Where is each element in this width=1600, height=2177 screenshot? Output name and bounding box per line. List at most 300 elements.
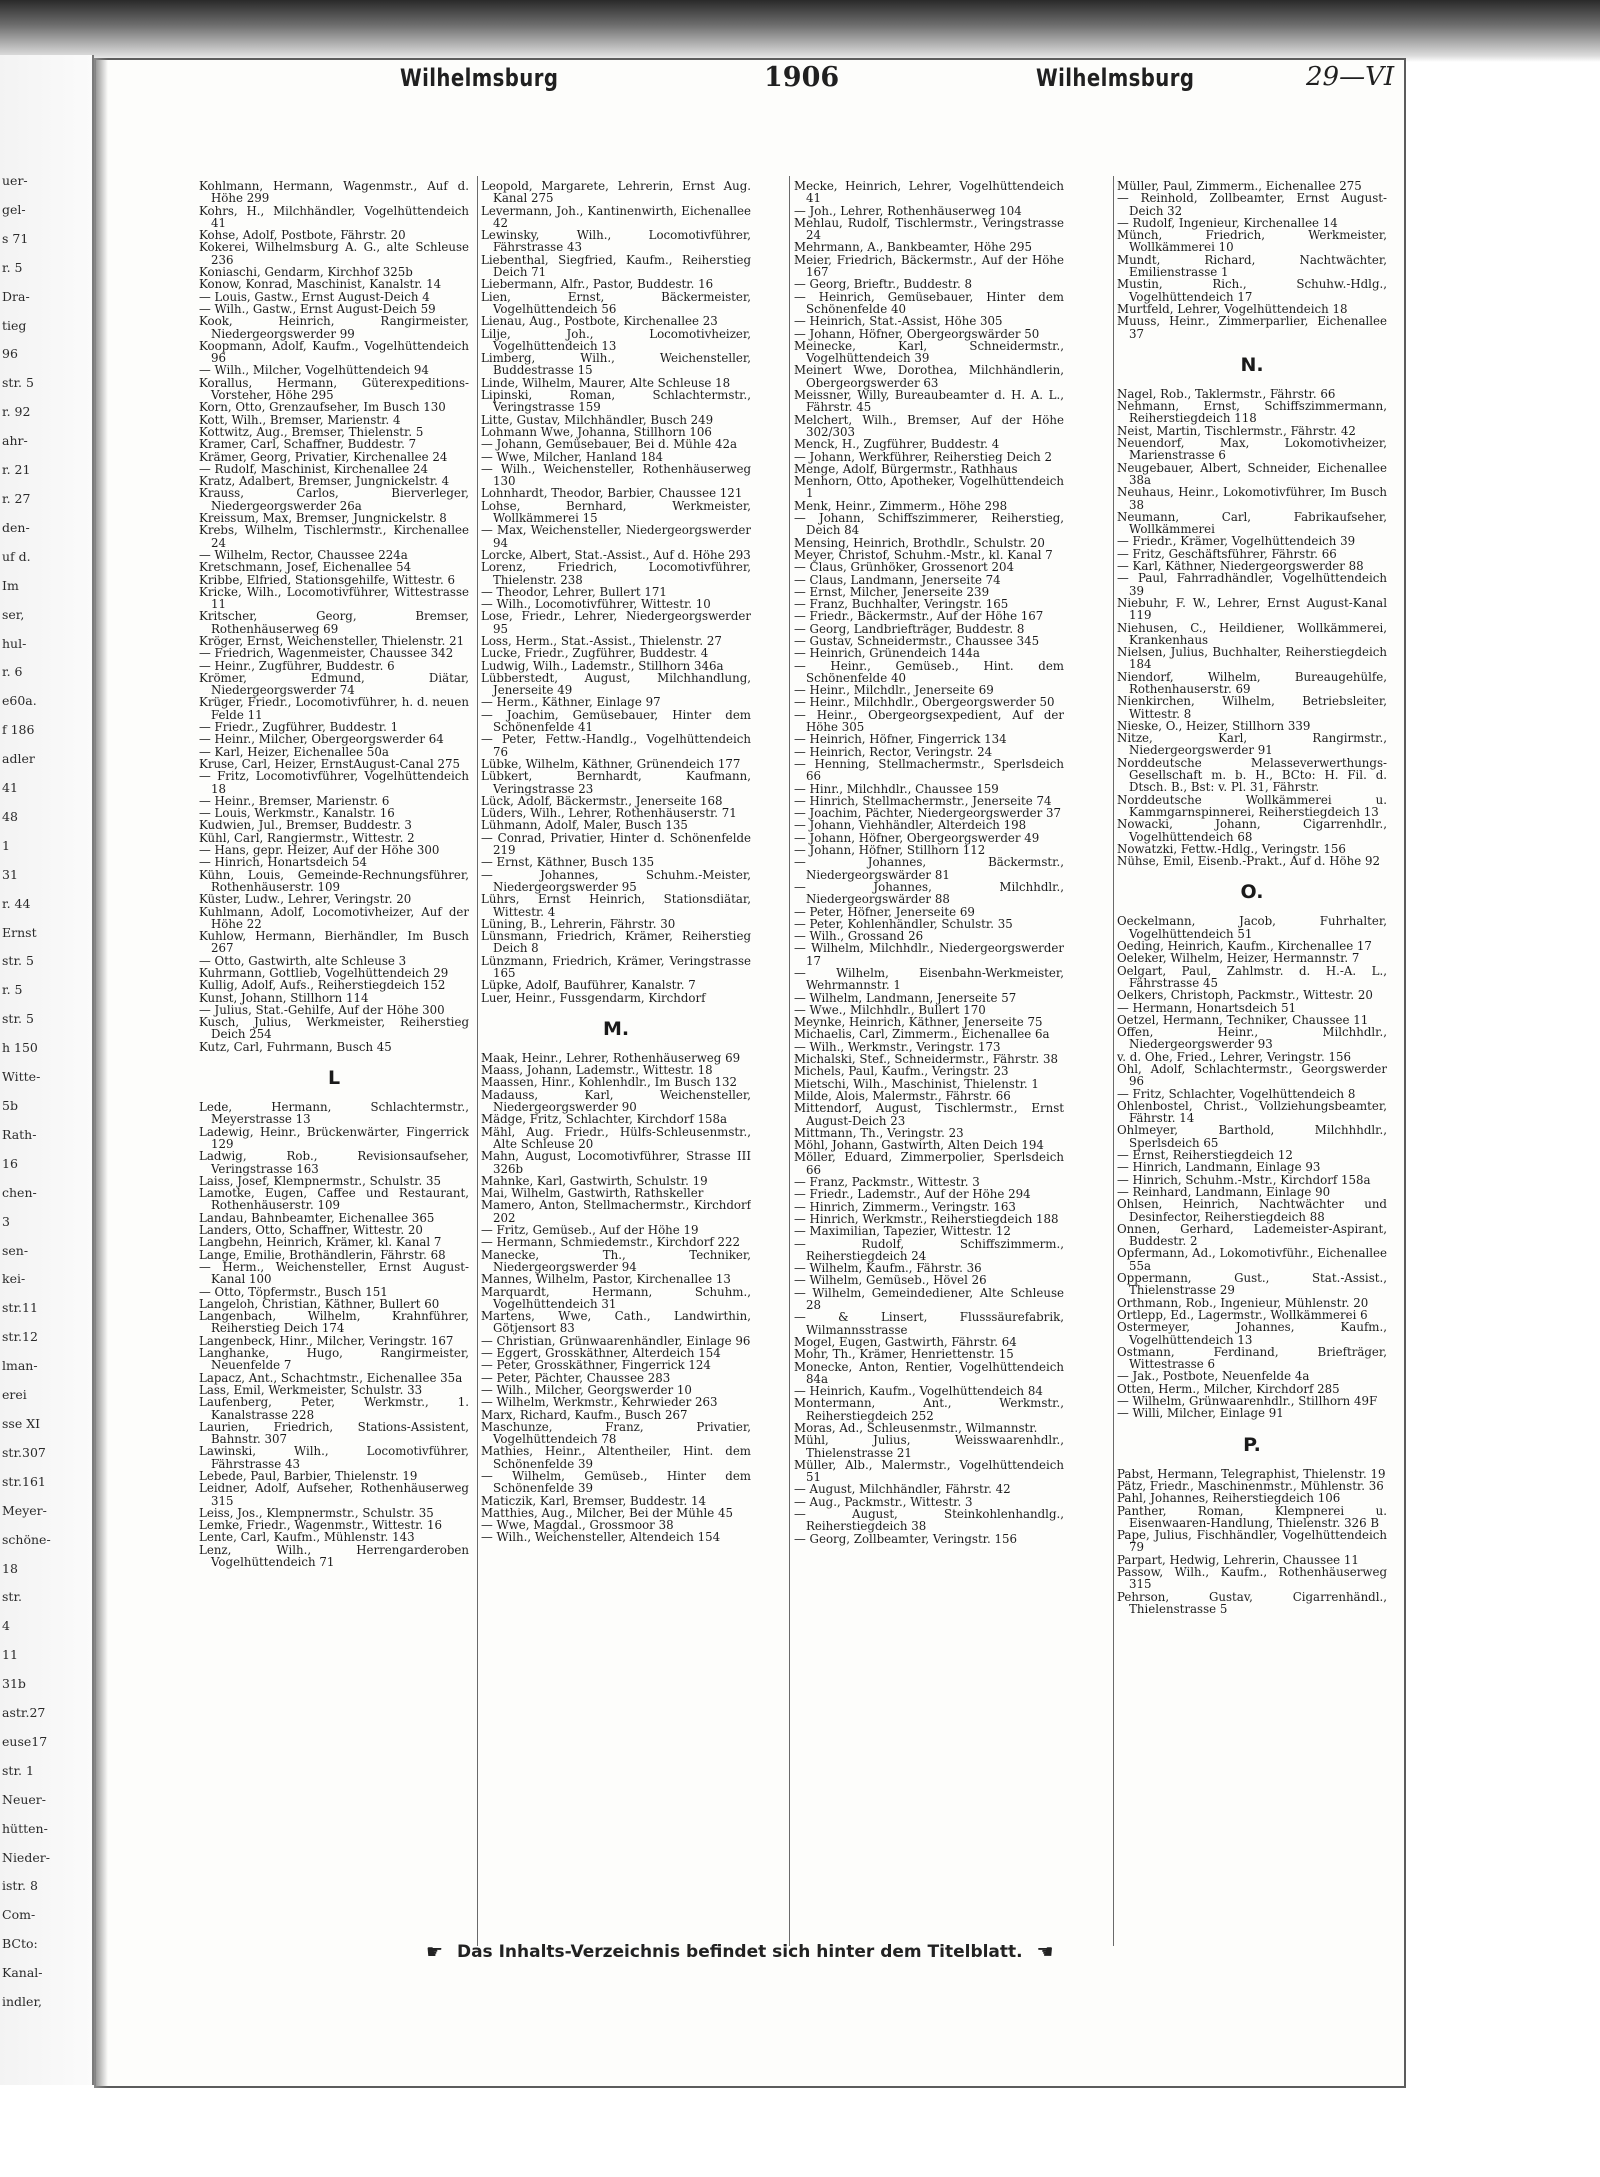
directory-entry: — Hinrich, Honartsdeich 54 [199, 855, 368, 870]
directory-entry: — Aug., Packmstr., Wittestr. 3 [794, 1494, 973, 1509]
left-page-fragment: r. 27 [2, 490, 31, 506]
directory-entry: — Heinr., Milchhdlr., Obergeorgswerder 50 [794, 695, 1055, 710]
footer-note [418, 1941, 1218, 1971]
directory-entry: Lemke, Friedr., Wagenmstr., Wittestr. 16 [199, 1518, 442, 1533]
directory-entry: Müller, Alb., Malermstr., Vogelhüttendeich 51 [794, 1457, 1064, 1485]
left-page-fragment: str. 1 [2, 1762, 34, 1778]
directory-entry: Lawinski, Wilh., Locomotivführer, Fährstrasse 43 [199, 1444, 469, 1471]
header-page-number: 29—VI [1306, 62, 1395, 92]
left-page-fragment: kei- [2, 1271, 26, 1287]
left-page-fragment: hul- [2, 635, 27, 651]
directory-entry: — Heinr., Obergeorgsexpedient, Auf der Höhe 305 [794, 707, 1064, 735]
directory-entry: Montermann, Ant., Werkmstr., Reiherstiegdeich 252 [794, 1396, 1064, 1423]
directory-entry: — Franz, Packmstr., Wittestr. 3 [794, 1175, 980, 1190]
directory-entry: — Heinrich, Gemüsebauer, Hinter dem Schönenfelde 40 [794, 289, 1064, 316]
directory-entry: Kook, Heinrich, Rangirmeister, Niedergeorgswerder 99 [199, 314, 469, 341]
directory-entry: — Karl, Heizer, Eichenallee 50a [199, 744, 389, 759]
directory-entry: — Johannes, Milchhdlr., Niedergeorgswärder 88 [794, 879, 1064, 907]
directory-entry: Meinert Wwe, Dorothea, Milchhändlerin, Obergeorgswerder 63 [794, 363, 1064, 390]
left-page-fragment: euse17 [2, 1733, 48, 1749]
directory-entry: — Peter, Fettw.-Handlg., Vogelhüttendeich 76 [481, 732, 751, 759]
directory-entry: Nienkirchen, Wilhelm, Betriebsleiter, Wittestr. 8 [1117, 694, 1387, 721]
directory-entry: — Wilh., Weichensteller, Rothenhäuserweg 130 [481, 461, 751, 489]
column-divider [477, 176, 478, 1946]
directory-entry: — Max, Weichensteller, Niedergeorgswerder 94 [481, 523, 751, 550]
left-page-fragment: Dra- [2, 288, 30, 304]
directory-entry: — Johannes, Schuhm.-Meister, Niedergeorgswerder 95 [481, 867, 751, 894]
directory-entry: — Wilhelm, Rector, Chaussee 224a [199, 547, 408, 562]
directory-entry: — Rudolf, Maschinist, Kirchenallee 24 [199, 461, 429, 476]
left-page-fragment: r. 6 [2, 664, 23, 680]
directory-entry: Lübkert, Bernhardt, Kaufmann, Veringstrasse 23 [481, 769, 751, 796]
left-page-fragment: str.11 [2, 1300, 38, 1316]
left-page-fragment: sse XI [2, 1415, 41, 1431]
footer-text: Das Inhalts-Verzeichnis befindet sich hinter dem Titelblatt. [456, 1942, 1023, 1962]
directory-entry: Linde, Wilhelm, Maurer, Alte Schleuse 18 [481, 375, 731, 390]
directory-entry: Langbehn, Heinrich, Krämer, kl. Kanal 7 [199, 1235, 442, 1250]
left-page-fragment: ahr- [2, 433, 28, 449]
directory-entry: — Wilh., Grossand 26 [794, 929, 924, 944]
directory-entry: Maass, Johann, Lademstr., Wittestr. 18 [481, 1063, 713, 1078]
directory-entry: Nühse, Emil, Eisenb.-Prakt., Auf d. Höhe 92 [1117, 854, 1380, 869]
directory-entry: Krüger, Friedr., Locomotivführer, h. d. neuen Felde 11 [199, 695, 469, 722]
left-page-fragment: Neuer- [2, 1791, 46, 1807]
directory-entry: — Wilh., Weichensteller, Altendeich 154 [481, 1530, 721, 1545]
directory-entry: Lübke, Wilhelm, Käthner, Grünendeich 177 [481, 756, 741, 771]
directory-entry: Kröger, Ernst, Weichensteller, Thielenstr. 21 [199, 633, 465, 648]
directory-entry: Otten, Herm., Milcher, Kirchdorf 285 [1117, 1381, 1340, 1396]
directory-entry: Michalski, Stef., Schneidermstr., Fährstr. 38 [794, 1052, 1059, 1067]
directory-entry: Landers, Otto, Schaffner, Wittestr. 20 [199, 1223, 423, 1238]
directory-entry: Kühl, Carl, Rangiermstr., Wittestr. 2 [199, 830, 415, 845]
directory-entry: — Hans, gepr. Heizer, Auf der Höhe 300 [199, 843, 440, 858]
left-page-fragment: 18 [2, 1560, 18, 1576]
directory-entry: — Wilh., Werkmstr., Veringstr. 173 [794, 1039, 1001, 1054]
directory-entry: Kricke, Wilh., Locomotivführer, Wittestrasse 11 [199, 584, 469, 612]
directory-entry: — Reinhold, Zollbeamter, Ernst August-Deich 32 [1117, 191, 1387, 218]
left-page-fragment: 1 [2, 837, 10, 853]
directory-entry: — August, Steinkohlenhandlg., Reiherstiegdeich 38 [794, 1507, 1064, 1534]
directory-entry: Meynke, Heinrich, Käthner, Jenerseite 75 [794, 1015, 1043, 1030]
directory-entry: Nowacki, Johann, Cigarrenhdlr., Vogelhüttendeich 68 [1117, 817, 1387, 844]
directory-entry: Pabst, Hermann, Telegraphist, Thielenstr. 19 [1117, 1466, 1386, 1481]
directory-entry: — Joh., Lehrer, Rothenhäuserweg 104 [794, 203, 1022, 218]
directory-entry: Liebermann, Alfr., Pastor, Buddestr. 16 [481, 277, 714, 292]
directory-entry: — Heinr., Milcher, Obergeorgswerder 64 [199, 732, 444, 747]
directory-entry: Madauss, Karl, Weichensteller, Niedergeorgswerder 90 [481, 1087, 751, 1115]
left-page-fragment: tieg [2, 317, 27, 333]
directory-entry: — Heinrich, Grünendeich 144a [794, 646, 980, 661]
directory-entry: — Rudolf, Ingenieur, Kirchenallee 14 [1117, 215, 1338, 230]
directory-entry: Nehmann, Ernst, Schiffszimmermann, Reiherstiegdeich 118 [1117, 399, 1387, 426]
directory-entry: — Friedr., Bäckermstr., Auf der Höhe 167 [794, 609, 1044, 624]
directory-entry: Lührs, Ernst Heinrich, Stationsdiätar, Wittestr. 4 [481, 892, 751, 919]
directory-entry: Menk, Heinr., Zimmerm., Höhe 298 [794, 498, 1008, 513]
left-page-fragment: 5b [2, 1098, 18, 1113]
column-divider [1113, 176, 1114, 1946]
directory-entry: — Johann, Höfner, Obergeorgswärder 50 [794, 326, 1040, 341]
directory-entry: Kratz, Adalbert, Bremser, Jungnickelstr. 4 [199, 474, 450, 489]
left-page-fragment: str.307 [2, 1444, 46, 1460]
directory-entry: Marquardt, Hermann, Schuhm., Vogelhüttendeich 31 [481, 1284, 751, 1311]
section-letter: N. [1240, 353, 1264, 376]
directory-entry: Lünzmann, Friedrich, Krämer, Veringstrasse 165 [481, 953, 751, 980]
directory-entry: Konow, Konrad, Maschinist, Kanalstr. 14 [199, 277, 442, 292]
gutter-shadow [94, 58, 108, 2088]
directory-entry: — Heinrich, Rector, Veringstr. 24 [794, 744, 993, 759]
directory-entry: Menck, H., Zugführer, Buddestr. 4 [794, 437, 1000, 452]
directory-entry: Lapacz, Ant., Schachtmstr., Eichenallee 35a [199, 1370, 463, 1385]
left-page-fragment: lman- [2, 1358, 38, 1374]
directory-entry: — Wilhelm, Eisenbahn-Werkmeister, Wehrmannstr. 1 [794, 966, 1064, 993]
left-page-fragment: e60a. [2, 693, 37, 709]
left-page-fragment: 48 [2, 808, 18, 824]
directory-entry: Mietschi, Wilh., Maschinist, Thielenstr. 1 [794, 1076, 1039, 1091]
directory-entry: Luer, Heinr., Fussgendarm, Kirchdorf [481, 990, 706, 1005]
directory-entry: — Henning, Stellmachermstr., Sperlsdeich 66 [794, 756, 1064, 784]
directory-entry: — Wilh., Milcher, Vogelhüttendeich 94 [199, 363, 429, 378]
directory-entry: Martens, Wwe, Cath., Landwirthin, Götjensort 83 [481, 1309, 751, 1336]
left-page-fragment: Kanal- [2, 1965, 43, 1981]
directory-entry: Laiss, Josef, Klempnermstr., Schulstr. 35 [199, 1173, 441, 1188]
directory-entry: Kullig, Adolf, Aufs., Reiherstiegdeich 152 [199, 978, 446, 993]
directory-entry: Mannes, Wilhelm, Pastor, Kirchenallee 13 [481, 1272, 731, 1287]
directory-entry: Leopold, Margarete, Lehrerin, Ernst Aug. Kanal 275 [481, 180, 751, 206]
left-page-fragment: sen- [2, 1242, 29, 1258]
directory-entry: — Claus, Landmann, Jenerseite 74 [794, 572, 1001, 587]
directory-entry: Lühmann, Adolf, Maler, Busch 135 [481, 818, 688, 833]
directory-entry: — Friedr., Krämer, Vogelhüttendeich 39 [1117, 534, 1356, 549]
directory-entry: Kunst, Johann, Stillhorn 114 [199, 990, 369, 1005]
directory-entry: — Hinrich, Schuhm.-Mstr., Kirchdorf 158a [1117, 1172, 1371, 1187]
directory-entry: Pahl, Johannes, Reiherstiegdeich 106 [1117, 1491, 1341, 1506]
directory-entry: Küster, Ludw., Lehrer, Veringstr. 20 [199, 892, 412, 907]
directory-entry: v. d. Ohe, Fried., Lehrer, Veringstr. 156 [1117, 1049, 1351, 1064]
directory-entry: Krebs, Wilhelm, Tischlermstr., Kirchenallee 24 [199, 523, 469, 550]
directory-entry: Kruse, Carl, Heizer, ErnstAugust-Canal 275 [199, 756, 461, 771]
left-page-fragment: 31 [2, 866, 18, 882]
directory-entry: Opfermann, Ad., Lokomotivführ., Eichenallee 55a [1117, 1246, 1387, 1273]
directory-entry: Koopmann, Adolf, Kaufm., Vogelhüttendeich 96 [199, 338, 469, 366]
directory-entry: Neugebauer, Albert, Schneider, Eichenallee 38a [1117, 460, 1387, 487]
directory-entry: Lose, Friedr., Lehrer, Niedergeorgswerder 95 [481, 609, 751, 636]
directory-entry: — Peter, Grosskäthner, Fingerrick 124 [481, 1358, 711, 1373]
directory-entry: — Heinr., Zugführer, Buddestr. 6 [199, 658, 395, 673]
column-divider [789, 176, 790, 1946]
directory-entry: Landau, Bahnbeamter, Eichenallee 365 [199, 1210, 435, 1225]
directory-entry: — Georg, Landbriefträger, Buddestr. 8 [794, 621, 1025, 636]
directory-entry: Kohlmann, Hermann, Wagenmstr., Auf d. Höhe 299 [199, 180, 469, 206]
directory-entry: — Theodor, Lehrer, Bullert 171 [481, 584, 667, 599]
directory-entry: Mahn, August, Locomotivführer, Strasse III 326b [481, 1149, 751, 1176]
left-page-fragment: ser, [2, 606, 25, 622]
directory-entry: Lien, Ernst, Bäckermeister, Vogelhüttendeich 56 [481, 289, 751, 316]
directory-entry: Lohnhardt, Theodor, Barbier, Chaussee 121 [481, 486, 743, 501]
directory-entry: — Christian, Grünwaarenhändler, Einlage 96 [481, 1333, 751, 1348]
directory-entry: — Heinr., Gemüseb., Hint. dem Schönenfelde 40 [794, 658, 1064, 685]
directory-entry: — Heinrich, Höfner, Fingerrick 134 [794, 732, 1007, 747]
directory-entry: — Heinr., Milchdlr., Jenerseite 69 [794, 683, 994, 698]
left-page-fragment: uf d. [2, 548, 31, 564]
directory-entry: Langhanke, Hugo, Rangirmeister, Neuenfelde 7 [199, 1346, 469, 1373]
pointing-hand-icon: ☚ [1036, 1941, 1054, 1963]
directory-entry: Laurien, Friedrich, Stations-Assistent, Bahnstr. 307 [199, 1419, 469, 1447]
directory-entry: Laufenberg, Peter, Werkmstr., 1. Kanalstrasse 228 [199, 1395, 469, 1422]
left-page-fragment: istr. 8 [2, 1878, 38, 1894]
column-2 [481, 180, 751, 1980]
directory-entry: — Johann, Höfner, Obergeorgswerder 49 [794, 830, 1040, 845]
column-1 [199, 180, 469, 1980]
left-page-fragment: r. 5 [2, 259, 23, 275]
left-page-fragment: Com- [2, 1907, 36, 1923]
directory-entry: Oeleker, Wilhelm, Heizer, Hermannstr. 7 [1117, 951, 1360, 966]
directory-entry: — Wilhelm, Gemüseb., Hövel 26 [794, 1273, 987, 1288]
directory-entry: Mohr, Th., Krämer, Henriettenstr. 15 [794, 1347, 1014, 1362]
left-page-fragment: hütten- [2, 1820, 48, 1836]
directory-entry: — Ernst, Reiherstiegdeich 12 [1117, 1148, 1293, 1163]
directory-entry: — Hermann, Honartsdeich 51 [1117, 1000, 1297, 1015]
directory-entry: Lorcke, Albert, Stat.-Assist., Auf d. Höhe 293 [481, 547, 751, 562]
directory-entry: Neuhaus, Heinr., Lokomotivführer, Im Busch 38 [1117, 485, 1387, 512]
directory-entry: — Fritz, Gemüseb., Auf der Höhe 19 [481, 1223, 699, 1238]
section-letter: L [327, 1067, 341, 1090]
left-page-fragment: adler [2, 751, 35, 767]
directory-entry: Lange, Emilie, Brothändlerin, Fährstr. 68 [199, 1247, 446, 1262]
directory-entry: Pehrson, Gustav, Cigarrenhändl., Thielenstrasse 5 [1117, 1589, 1387, 1616]
directory-entry: — Wilh., Gastw., Ernst August-Deich 59 [199, 301, 436, 316]
directory-entry: — Karl, Käthner, Niedergeorgswerder 88 [1117, 559, 1364, 574]
directory-entry: — Johann, Schiffszimmerer, Reiherstieg, Deich 84 [794, 511, 1064, 538]
directory-entry: Melchert, Wilh., Bremser, Auf der Höhe 302/303 [794, 412, 1064, 439]
directory-entry: Loss, Herm., Stat.-Assist., Thielenstr. 27 [481, 633, 722, 648]
directory-entry: Limberg, Wilh., Weichensteller, Buddestrasse 15 [481, 351, 751, 378]
directory-entry: Kott, Wilh., Bremser, Marienstr. 4 [199, 412, 401, 427]
directory-entry: — Friedrich, Wagenmeister, Chaussee 342 [199, 646, 454, 661]
header-right-title: Wilhelmsburg [1036, 64, 1195, 92]
directory-entry: — Claus, Grünhöker, Grossenort 204 [794, 560, 1015, 575]
directory-entry: Mittmann, Th., Veringstr. 23 [794, 1125, 964, 1140]
directory-entry: Meyer, Christof, Schuhm.-Mstr., kl. Kanal 7 [794, 547, 1053, 562]
directory-entry: — Johann, Werkführer, Reiherstieg Deich 2 [794, 449, 1053, 464]
directory-entry: Menhorn, Otto, Apotheker, Vogelhüttendeich 1 [794, 474, 1064, 501]
directory-entry: Oelkers, Christoph, Packmstr., Wittestr. 20 [1117, 988, 1373, 1003]
directory-entry: Nowatzki, Fettw.-Hdlg., Veringstr. 156 [1117, 841, 1346, 856]
directory-entry: Ohlmeyer, Barthold, Milchhhdlr., Sperlsdeich 65 [1117, 1123, 1387, 1150]
running-header [0, 64, 1600, 104]
directory-entry: — Wilh., Locomotivführer, Wittestr. 10 [481, 597, 711, 612]
left-page-fragment: str.12 [2, 1329, 38, 1345]
directory-entry: Mähl, Aug. Friedr., Hülfs-Schleusenmstr., Alte Schleuse 20 [481, 1124, 751, 1151]
directory-entry: — Wilhelm, Gemüseb., Hinter dem Schönenfelde 39 [481, 1468, 751, 1496]
directory-entry: — Conrad, Privatier, Hinter d. Schönenfelde 219 [481, 830, 751, 858]
directory-entry: Neumann, Carl, Fabrikaufseher, Wollkämmerei [1117, 509, 1387, 537]
directory-entry: Litte, Gustav, Milchhändler, Busch 249 [481, 412, 714, 427]
directory-entry: Lüning, B., Lehrerin, Fährstr. 30 [481, 916, 676, 931]
left-page-fragment: s 71 [2, 230, 29, 246]
directory-entry: Müller, Paul, Zimmerm., Eichenallee 275 [1117, 180, 1362, 193]
directory-entry: Neist, Martin, Tischlermstr., Fährstr. 42 [1117, 423, 1356, 438]
directory-entry: Lenz, Wilh., Herrengarderoben Vogelhüttendeich 71 [199, 1542, 469, 1570]
directory-entry: Kramer, Carl, Schaffner, Buddestr. 7 [199, 437, 417, 452]
directory-entry: Kreissum, Max, Bremser, Jungnickelstr. 8 [199, 511, 447, 526]
directory-entry: Ladwig, Rob., Revisionsaufseher, Veringstrasse 163 [199, 1149, 469, 1176]
directory-entry: Lilje, Joh., Locomotivheizer, Vogelhüttendeich 13 [481, 326, 751, 353]
directory-entry: Münch, Friedrich, Werkmeister, Wollkämmerei 10 [1117, 228, 1387, 255]
directory-entry: — Georg, Brieftr., Buddestr. 8 [794, 277, 973, 292]
directory-entry: Maak, Heinr., Lehrer, Rothenhäuserweg 69 [481, 1050, 741, 1065]
directory-entry: — Heinrich, Stat.-Assist, Höhe 305 [794, 314, 1003, 329]
left-page-fragment: gel- [2, 201, 26, 217]
directory-entry: Moras, Ad., Schleusenmstr., Wilmannstr. [794, 1420, 1038, 1435]
directory-entry: Niebuhr, F. W., Lehrer, Ernst August-Kanal 119 [1117, 595, 1387, 623]
directory-entry: Kottwitz, Aug., Bremser, Thielenstr. 5 [199, 424, 424, 439]
left-page-fragment: indler, [2, 1994, 43, 2010]
directory-entry: Korn, Otto, Grenzaufseher, Im Busch 130 [199, 400, 446, 415]
directory-entry: Oeckelmann, Jacob, Fuhrhalter, Vogelhüttendeich 51 [1117, 914, 1387, 941]
left-page-fragment: Im [2, 577, 19, 593]
directory-entry: — Wilhelm, Landmann, Jenerseite 57 [794, 990, 1017, 1005]
directory-entry: Norddeutsche Wollkämmerei u. Kammgarnspinnerei, Reiherstiegdeich 13 [1117, 792, 1387, 819]
directory-entry: Maticzik, Karl, Bremser, Buddestr. 14 [481, 1493, 706, 1508]
directory-entry: Kokerei, Wilhelmsburg A. G., alte Schleuse 236 [199, 240, 469, 267]
directory-entry: Mittendorf, August, Tischlermstr., Ernst August-Deich 23 [794, 1101, 1064, 1128]
directory-entry: — Hinrich, Landmann, Einlage 93 [1117, 1160, 1321, 1175]
directory-entry: — Peter, Kohlenhändler, Schulstr. 35 [794, 916, 1013, 931]
directory-entry: Mai, Wilhelm, Gastwirth, Rathskeller [481, 1186, 704, 1201]
directory-entry: Mehlau, Rudolf, Tischlermstr., Veringstrasse 24 [794, 215, 1064, 243]
directory-entry: Lück, Adolf, Bäckermstr., Jenerseite 168 [481, 793, 723, 808]
directory-entry: Murtfeld, Lehrer, Vogelhüttendeich 18 [1117, 301, 1348, 316]
pointing-hand-icon: ☛ [426, 1941, 444, 1963]
directory-entry: — Johann, Viehhändler, Alterdeich 198 [794, 818, 1027, 833]
directory-entry: — Gustav, Schneidermstr., Chaussee 345 [794, 633, 1040, 648]
directory-entry: Mecke, Heinrich, Lehrer, Vogelhüttendeich 41 [794, 180, 1064, 206]
section-letter: O. [1240, 881, 1264, 904]
directory-entry: — & Linsert, Flusssäurefabrik, Wilmannsstrasse [794, 1310, 1064, 1337]
directory-entry: — Fritz, Schlachter, Vogelhüttendeich 8 [1117, 1086, 1356, 1101]
left-page-fragment: r. 5 [2, 982, 23, 998]
directory-entry: Nitze, Karl, Rangirmstr., Niedergeorgswerder 91 [1117, 731, 1387, 758]
directory-entry: — Wilhelm, Werkmstr., Kehrwieder 263 [481, 1395, 718, 1410]
directory-entry: Lohmann Wwe, Johanna, Stillhorn 106 [481, 424, 712, 439]
directory-entry: Lüders, Wilh., Lehrer, Rothenhäuserstr. 71 [481, 806, 737, 821]
left-page-fragment: Witte- [2, 1069, 41, 1085]
directory-entry: Koniaschi, Gendarm, Kirchhof 325b [199, 265, 413, 280]
directory-entry: Onnen, Gerhard, Lademeister-Aspirant, Buddestr. 2 [1117, 1221, 1387, 1249]
left-page-fragment: r. 44 [2, 895, 31, 911]
column-3 [794, 180, 1064, 1980]
left-page-fragment: 41 [2, 780, 18, 796]
left-page-fragment: str. 5 [2, 375, 34, 391]
left-page-fragment: str. 5 [2, 1011, 34, 1027]
left-page-fragment: erei [2, 1387, 27, 1403]
directory-entry: Pätz, Friedr., Maschinenmstr., Mühlenstr. 36 [1117, 1478, 1384, 1493]
directory-entry: Ostmann, Ferdinand, Briefträger, Wittestrasse 6 [1117, 1344, 1387, 1372]
directory-entry: Kuhlmann, Adolf, Locomotivheizer, Auf der Höhe 22 [199, 904, 469, 931]
directory-entry: Lebede, Paul, Barbier, Thielenstr. 19 [199, 1468, 418, 1483]
directory-entry: Michels, Paul, Kaufm., Veringstr. 23 [794, 1064, 1009, 1079]
directory-entry: — Johann, Höfner, Stillhorn 112 [794, 843, 986, 858]
directory-entry: — Wwe, Magdal., Grossmoor 38 [481, 1518, 674, 1533]
left-page-fragment: Nieder- [2, 1849, 50, 1865]
directory-entry: — Paul, Fahrradhändler, Vogelhüttendeich 39 [1117, 571, 1387, 598]
directory-entry: — Julius, Stat.-Gehilfe, Auf der Höhe 300 [199, 1002, 445, 1017]
directory-entry: Liebenthal, Siegfried, Kaufm., Reiherstieg Deich 71 [481, 252, 751, 280]
left-page-fragment: uer- [2, 173, 28, 188]
directory-entry: Michaelis, Carl, Zimmerm., Eichenallee 6a [794, 1027, 1050, 1042]
left-page-fragment: Meyer- [2, 1502, 47, 1518]
directory-entry: Kuhrmann, Gottlieb, Vogelhüttendeich 29 [199, 966, 449, 980]
directory-entry: — Rudolf, Schiffszimmerm., Reiherstiegdeich 24 [794, 1236, 1064, 1263]
directory-entry: Kritscher, Georg, Bremser, Rothenhäuserweg 69 [199, 609, 469, 636]
directory-entry: — Johann, Gemüsebauer, Bei d. Mühle 42a [481, 437, 737, 452]
directory-entry: Lewinsky, Wilh., Locomotivführer, Fährstrasse 43 [481, 228, 751, 255]
directory-entry: — Otto, Gastwirth, alte Schleuse 3 [199, 953, 407, 968]
directory-entry: — Hinrich, Zimmerm., Veringstr. 163 [794, 1199, 1016, 1214]
directory-entry: Kuhlow, Hermann, Bierhändler, Im Busch 267 [199, 929, 469, 956]
directory-entry: Kudwien, Jul., Bremser, Buddestr. 3 [199, 818, 412, 833]
directory-entry: — Wilhelm, Milchhdlr., Niedergeorgswerder 17 [794, 941, 1064, 968]
directory-entry: — Hinr., Milchhdlr., Chaussee 159 [794, 781, 999, 796]
directory-entry: Levermann, Joh., Kantinenwirth, Eichenallee 42 [481, 203, 751, 230]
left-page-fragment: 96 [2, 346, 18, 362]
directory-entry: Oelgart, Paul, Zahlmstr. d. H.-A. L., Fährstrasse 45 [1117, 963, 1387, 990]
directory-entry: — Willi, Milcher, Einlage 91 [1117, 1406, 1284, 1421]
directory-entry: — Hinrich, Werkmstr., Reiherstiegdeich 188 [794, 1211, 1059, 1226]
directory-entry: Monecke, Anton, Rentier, Vogelhüttendeich 84a [794, 1359, 1064, 1386]
directory-entry: Leiss, Jos., Klempnermstr., Schulstr. 35 [199, 1505, 434, 1520]
directory-entry: Matthies, Aug., Milcher, Bei der Mühle 45 [481, 1505, 733, 1520]
directory-entry: Kutz, Carl, Fuhrmann, Busch 45 [199, 1039, 392, 1054]
left-page-fragment: 31b [2, 1676, 26, 1692]
directory-entry: Mathies, Heinr., Altentheiler, Hint. dem Schönenfelde 39 [481, 1444, 751, 1471]
directory-entry: Oppermann, Gust., Stat.-Assist., Thielenstrasse 29 [1117, 1271, 1387, 1298]
directory-entry: Marx, Richard, Kaufm., Busch 267 [481, 1407, 688, 1422]
directory-entry: — Wilh., Milcher, Georgswerder 10 [481, 1382, 692, 1397]
directory-entry: — Jak., Postbote, Neuenfelde 4a [1117, 1369, 1310, 1384]
directory-entry: Meissner, Willy, Bureaubeamter d. H. A. L., Fährstr. 45 [794, 388, 1064, 415]
directory-entry: Lucke, Friedr., Zugführer, Buddestr. 4 [481, 646, 709, 661]
directory-entry: Parpart, Hedwig, Lehrerin, Chaussee 11 [1117, 1552, 1359, 1567]
directory-entry: Niendorf, Wilhelm, Bureaugehülfe, Rothenhauserstr. 69 [1117, 669, 1387, 696]
header-year: 1906 [764, 62, 840, 93]
directory-entry: Lente, Carl, Kaufm., Mühlenstr. 143 [199, 1530, 415, 1545]
directory-entry: — Peter, Höfner, Jenerseite 69 [794, 904, 975, 919]
directory-entry: Kusch, Julius, Werkmeister, Reiherstieg Deich 254 [199, 1015, 469, 1042]
directory-entry: Krauss, Carlos, Bierverleger, Niedergeorgswerder 26a [199, 486, 469, 513]
directory-entry: — Reinhard, Landmann, Einlage 90 [1117, 1184, 1331, 1199]
directory-entry: — Fritz, Locomotivführer, Vogelhüttendeich 18 [199, 769, 469, 796]
directory-entry: — Louis, Gastw., Ernst August-Deich 4 [199, 289, 430, 304]
directory-entry: Lübberstedt, August, Milchhandlung, Jenerseite 49 [481, 670, 751, 698]
directory-entry: Panther, Roman, Klempnerei u. Eisenwaaren-Handlung, Thielenstr. 326 B [1117, 1503, 1387, 1530]
directory-entry: Nieske, O., Heizer, Stillhorn 339 [1117, 718, 1311, 733]
directory-entry: Meier, Friedrich, Bäckermstr., Auf der Höhe 167 [794, 252, 1064, 280]
directory-entry: Langenbeck, Hinr., Milcher, Veringstr. 167 [199, 1333, 454, 1348]
directory-entry: — Hermann, Schmiedemstr., Kirchdorf 222 [481, 1235, 741, 1250]
directory-entry: Langenbach, Wilhelm, Krahnführer, Reiherstieg Deich 174 [199, 1309, 469, 1336]
directory-entry: Oetzel, Hermann, Techniker, Chaussee 11 [1117, 1012, 1369, 1027]
left-page-fragment: r. 92 [2, 404, 31, 420]
left-page-fragment: str. 5 [2, 953, 34, 969]
directory-entry: — Maximilian, Tapezier, Wittestr. 12 [794, 1224, 1011, 1239]
directory-entry: — Herm., Käthner, Einlage 97 [481, 695, 661, 710]
directory-entry: Norddeutsche Melasseverwerthungs-Gesellschaft m. b. H., BCto: H. Fil. d. Dtsch. B., Bst: v. Pl. 31, Fährstr. [1117, 755, 1387, 795]
directory-entry: Mensing, Heinrich, Brothdlr., Schulstr. 20 [794, 535, 1045, 550]
left-page-fragment: f 186 [2, 722, 35, 738]
directory-entry: Ladewig, Heinr., Brückenwärter, Fingerrick 129 [199, 1124, 469, 1151]
directory-entry: Offen, Heinr., Milchhdlr., Niedergeorgswerder 93 [1117, 1025, 1387, 1052]
